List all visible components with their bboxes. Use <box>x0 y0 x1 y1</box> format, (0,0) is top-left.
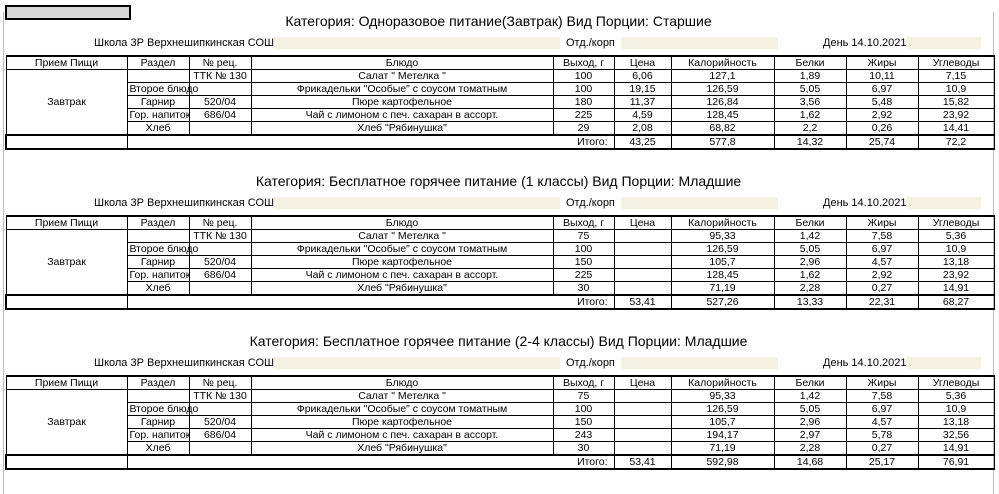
cell-price <box>614 282 671 296</box>
cell-carb: 14,41 <box>918 122 994 136</box>
cell-kcal: 128,45 <box>671 109 774 122</box>
table-row <box>6 282 994 296</box>
cell-prot: 1,89 <box>774 70 846 83</box>
cell-dish: Чай с лимоном с печ. сахаран в ассорт. <box>251 269 553 282</box>
column-header: Калорийность <box>671 56 774 70</box>
cell-rec: 520/04 <box>189 416 251 429</box>
column-header: Белки <box>774 376 846 390</box>
cell-dish: Салат " Метелка " <box>251 70 553 83</box>
school-row <box>94 357 560 370</box>
cell-out: 150 <box>553 416 614 429</box>
cell-out: 75 <box>553 390 614 403</box>
cell-out: 100 <box>553 70 614 83</box>
cell-kcal: 68,82 <box>671 122 774 136</box>
table-row <box>6 442 994 456</box>
menu-table <box>5 215 995 310</box>
table-row <box>6 230 994 243</box>
school-name: Школа 3Р Верхнешипкинская СОШ <box>94 197 275 209</box>
cell-fat: 7,58 <box>846 230 918 243</box>
cell-kcal: 127,1 <box>671 70 774 83</box>
cell-carb: 13,18 <box>918 416 994 429</box>
cell-kcal: 128,45 <box>671 269 774 282</box>
cell-carb: 10,9 <box>918 243 994 256</box>
dept-label: Отд./корп <box>566 37 615 49</box>
column-header: Углеводы <box>918 376 994 390</box>
cell-out: 75 <box>553 230 614 243</box>
column-header: Жиры <box>846 376 918 390</box>
cell-razdel: Хлеб <box>127 442 189 456</box>
cell-dish: Фрикадельки "Особые" с соусом томатным <box>251 243 553 256</box>
table-row <box>6 109 994 122</box>
total-row <box>6 455 994 469</box>
cell-razdel <box>127 70 189 83</box>
column-header: Блюдо <box>251 376 553 390</box>
school-name: Школа 3Р Верхнешипкинская СОШ <box>94 37 275 49</box>
total-carbs: 72,2 <box>918 135 994 149</box>
cell-prot: 2,2 <box>774 122 846 136</box>
total-protein: 14,32 <box>774 135 846 149</box>
table-row <box>6 429 994 442</box>
cell-prot: 2,28 <box>774 442 846 456</box>
cell-out: 30 <box>553 442 614 456</box>
total-kcal: 577,8 <box>671 135 774 149</box>
total-price: 53,41 <box>614 295 671 309</box>
cell-fat: 5,78 <box>846 429 918 442</box>
cell-prot: 2,96 <box>774 256 846 269</box>
cell-out: 225 <box>553 269 614 282</box>
cell-price: 11,37 <box>614 96 671 109</box>
cell-out: 100 <box>553 243 614 256</box>
dept-fill <box>621 37 778 49</box>
cell-rec <box>189 243 251 256</box>
day-fill <box>906 357 981 369</box>
cell-fat: 0,27 <box>846 282 918 296</box>
cell-rec <box>189 442 251 456</box>
cell-fat: 0,26 <box>846 122 918 136</box>
total-kcal: 592,98 <box>671 455 774 469</box>
cell-fat: 6,97 <box>846 403 918 416</box>
cell-razdel: Гор. напиток <box>127 269 189 282</box>
column-header: Прием Пищи <box>6 216 127 230</box>
cell-prot: 2,97 <box>774 429 846 442</box>
cell-price: 4,59 <box>614 109 671 122</box>
cell-carb: 13,18 <box>918 256 994 269</box>
cell-dish: Чай с лимоном с печ. сахаран в ассорт. <box>251 429 553 442</box>
cell-prot: 2,28 <box>774 282 846 296</box>
cell-rec: ТТК № 130 <box>189 390 251 403</box>
table-header-row <box>6 56 994 70</box>
cell-rec: 686/04 <box>189 269 251 282</box>
column-header: Выход, г <box>553 56 614 70</box>
cell-carb: 15,82 <box>918 96 994 109</box>
column-header: Цена <box>614 376 671 390</box>
cell-fat: 6,97 <box>846 243 918 256</box>
column-header: Блюдо <box>251 216 553 230</box>
dept-label: Отд./корп <box>566 197 615 209</box>
table-row <box>6 122 994 136</box>
cell-razdel <box>127 230 189 243</box>
column-header: Углеводы <box>918 216 994 230</box>
cell-dish: Салат " Метелка " <box>251 230 553 243</box>
column-header: Жиры <box>846 216 918 230</box>
total-fat: 22,31 <box>846 295 918 309</box>
column-header: № рец. <box>189 216 251 230</box>
cell-fat: 2,92 <box>846 109 918 122</box>
total-label: Итого: <box>127 295 614 309</box>
column-header: Цена <box>614 56 671 70</box>
cell-kcal: 95,33 <box>671 390 774 403</box>
cell-fat: 0,27 <box>846 442 918 456</box>
column-header: Калорийность <box>671 376 774 390</box>
cell-kcal: 105,7 <box>671 416 774 429</box>
cell-carb: 14,91 <box>918 442 994 456</box>
total-carbs: 76,91 <box>918 455 994 469</box>
cell-prot: 1,42 <box>774 390 846 403</box>
cell-razdel: Хлеб <box>127 282 189 296</box>
table-row <box>6 70 994 83</box>
school-fill <box>274 197 560 209</box>
column-header: Блюдо <box>251 56 553 70</box>
cell-rec <box>189 122 251 136</box>
cell-kcal: 105,7 <box>671 256 774 269</box>
day-fill <box>906 37 981 49</box>
cell-rec <box>189 403 251 416</box>
column-header: № рец. <box>189 56 251 70</box>
cell-carb: 7,15 <box>918 70 994 83</box>
total-price: 43,25 <box>614 135 671 149</box>
cell-carb: 23,92 <box>918 109 994 122</box>
column-header: Выход, г <box>553 376 614 390</box>
meal-name: Завтрак <box>6 70 127 136</box>
cell-razdel: Гарнир <box>127 96 189 109</box>
cell-carb: 10,9 <box>918 83 994 96</box>
total-fat: 25,74 <box>846 135 918 149</box>
cell-razdel: Гор. напиток <box>127 109 189 122</box>
column-header: Раздел <box>127 376 189 390</box>
total-row <box>6 295 994 309</box>
cell-price <box>614 416 671 429</box>
day-label: День 14.10.2021 <box>823 197 907 209</box>
cell-prot: 1,62 <box>774 269 846 282</box>
cell-rec: 520/04 <box>189 96 251 109</box>
cell-out: 100 <box>553 83 614 96</box>
category-title: Категория: Одноразовое питание(Завтрак) Вид Порции: Старшие <box>285 13 712 29</box>
cell-rec: 520/04 <box>189 256 251 269</box>
day-label: День 14.10.2021 <box>823 357 907 369</box>
column-header: Белки <box>774 216 846 230</box>
day-row <box>823 357 981 370</box>
category-title: Категория: Бесплатное горячее питание (2-4 классы) Вид Порции: Младшие <box>249 333 748 349</box>
cell-prot: 5,05 <box>774 403 846 416</box>
dept-row <box>566 357 778 370</box>
cell-carb: 5,36 <box>918 230 994 243</box>
cell-dish: Фрикадельки "Особые" с соусом томатным <box>251 403 553 416</box>
cell-prot: 1,62 <box>774 109 846 122</box>
table-header-row <box>6 216 994 230</box>
table-row <box>6 416 994 429</box>
cell-rec: 686/04 <box>189 109 251 122</box>
cell-razdel <box>127 390 189 403</box>
cell-out: 225 <box>553 109 614 122</box>
table-header-row <box>6 376 994 390</box>
cell-prot: 1,42 <box>774 230 846 243</box>
cell-kcal: 194,17 <box>671 429 774 442</box>
school-row <box>94 197 560 210</box>
cell-razdel: Гарнир <box>127 256 189 269</box>
school-fill <box>274 37 560 49</box>
school-row <box>94 37 560 50</box>
cell-kcal: 126,59 <box>671 243 774 256</box>
cell-fat: 2,92 <box>846 269 918 282</box>
dept-row <box>566 37 778 50</box>
cell-price <box>614 403 671 416</box>
column-header: Цена <box>614 216 671 230</box>
cell-price: 19,15 <box>614 83 671 96</box>
column-header: Прием Пищи <box>6 56 127 70</box>
cell-fat: 4,57 <box>846 256 918 269</box>
cell-dish: Хлеб "Рябинушка" <box>251 442 553 456</box>
cell-prot: 2,96 <box>774 416 846 429</box>
cell-kcal: 126,59 <box>671 83 774 96</box>
dept-fill <box>621 197 778 209</box>
column-header: Раздел <box>127 216 189 230</box>
cell-out: 100 <box>553 403 614 416</box>
column-header: Выход, г <box>553 216 614 230</box>
table-row <box>6 83 994 96</box>
cell-razdel: Гарнир <box>127 416 189 429</box>
cell-razdel: Второе блюдо <box>127 243 189 256</box>
cell-price <box>614 390 671 403</box>
cell-kcal: 126,59 <box>671 403 774 416</box>
cell-prot: 5,05 <box>774 243 846 256</box>
cell-carb: 32,56 <box>918 429 994 442</box>
cell-fat: 5,48 <box>846 96 918 109</box>
cell-out: 30 <box>553 282 614 296</box>
cell-dish: Хлеб "Рябинушка" <box>251 122 553 136</box>
table-row <box>6 243 994 256</box>
total-blank <box>6 295 127 309</box>
cell-carb: 23,92 <box>918 269 994 282</box>
cell-price <box>614 256 671 269</box>
cell-prot: 5,05 <box>774 83 846 96</box>
cell-price <box>614 243 671 256</box>
cell-out: 243 <box>553 429 614 442</box>
table-row <box>6 96 994 109</box>
school-name: Школа 3Р Верхнешипкинская СОШ <box>94 357 275 369</box>
cell-price <box>614 230 671 243</box>
cell-kcal: 71,19 <box>671 442 774 456</box>
menu-table <box>5 375 995 470</box>
total-carbs: 68,27 <box>918 295 994 309</box>
dept-label: Отд./корп <box>566 357 615 369</box>
cell-out: 29 <box>553 122 614 136</box>
cell-kcal: 71,19 <box>671 282 774 296</box>
cell-out: 180 <box>553 96 614 109</box>
menu-table <box>5 55 995 150</box>
cell-price <box>614 429 671 442</box>
column-header: Прием Пищи <box>6 376 127 390</box>
day-fill <box>906 197 981 209</box>
total-label: Итого: <box>127 135 614 149</box>
total-blank <box>6 135 127 149</box>
page-border-left <box>3 12 4 494</box>
cell-price: 6,06 <box>614 70 671 83</box>
cell-razdel: Хлеб <box>127 122 189 136</box>
cell-rec <box>189 282 251 296</box>
dept-row <box>566 197 778 210</box>
day-row <box>823 197 981 210</box>
cell-carb: 5,36 <box>918 390 994 403</box>
column-header: Углеводы <box>918 56 994 70</box>
total-kcal: 527,26 <box>671 295 774 309</box>
cell-razdel: Второе блюдо <box>127 83 189 96</box>
total-protein: 14,68 <box>774 455 846 469</box>
cell-razdel: Гор. напиток <box>127 429 189 442</box>
cell-dish: Пюре картофельное <box>251 416 553 429</box>
dept-fill <box>621 357 778 369</box>
cell-dish: Салат " Метелка " <box>251 390 553 403</box>
cell-kcal: 126,84 <box>671 96 774 109</box>
total-fat: 25,17 <box>846 455 918 469</box>
cell-price <box>614 442 671 456</box>
cell-dish: Пюре картофельное <box>251 96 553 109</box>
cell-out: 150 <box>553 256 614 269</box>
total-label: Итого: <box>127 455 614 469</box>
cell-fat: 6,97 <box>846 83 918 96</box>
column-header: Калорийность <box>671 216 774 230</box>
cell-fat: 10,11 <box>846 70 918 83</box>
cell-fat: 7,58 <box>846 390 918 403</box>
column-header: Раздел <box>127 56 189 70</box>
cell-razdel: Второе блюдо <box>127 403 189 416</box>
table-row <box>6 269 994 282</box>
table-row <box>6 403 994 416</box>
day-label: День 14.10.2021 <box>823 37 907 49</box>
cell-rec: ТТК № 130 <box>189 230 251 243</box>
total-blank <box>6 455 127 469</box>
meal-name: Завтрак <box>6 390 127 456</box>
cell-prot: 3,56 <box>774 96 846 109</box>
cell-rec <box>189 83 251 96</box>
cell-dish: Хлеб "Рябинушка" <box>251 282 553 296</box>
cell-dish: Фрикадельки "Особые" с соусом томатным <box>251 83 553 96</box>
column-header: № рец. <box>189 376 251 390</box>
cell-dish: Пюре картофельное <box>251 256 553 269</box>
cell-fat: 4,57 <box>846 416 918 429</box>
column-header: Белки <box>774 56 846 70</box>
meal-name: Завтрак <box>6 230 127 296</box>
column-header: Жиры <box>846 56 918 70</box>
table-row <box>6 256 994 269</box>
total-protein: 13,33 <box>774 295 846 309</box>
category-title: Категория: Бесплатное горячее питание (1 классы) Вид Порции: Младшие <box>255 173 742 189</box>
school-fill <box>274 357 560 369</box>
cell-price: 2,08 <box>614 122 671 136</box>
total-row <box>6 135 994 149</box>
cell-carb: 14,91 <box>918 282 994 296</box>
cell-rec: 686/04 <box>189 429 251 442</box>
day-row <box>823 37 981 50</box>
cell-dish: Чай с лимоном с печ. сахаран в ассорт. <box>251 109 553 122</box>
cell-carb: 10,9 <box>918 403 994 416</box>
total-price: 53,41 <box>614 455 671 469</box>
cell-rec: ТТК № 130 <box>189 70 251 83</box>
table-row <box>6 390 994 403</box>
cell-price <box>614 269 671 282</box>
cell-kcal: 95,33 <box>671 230 774 243</box>
